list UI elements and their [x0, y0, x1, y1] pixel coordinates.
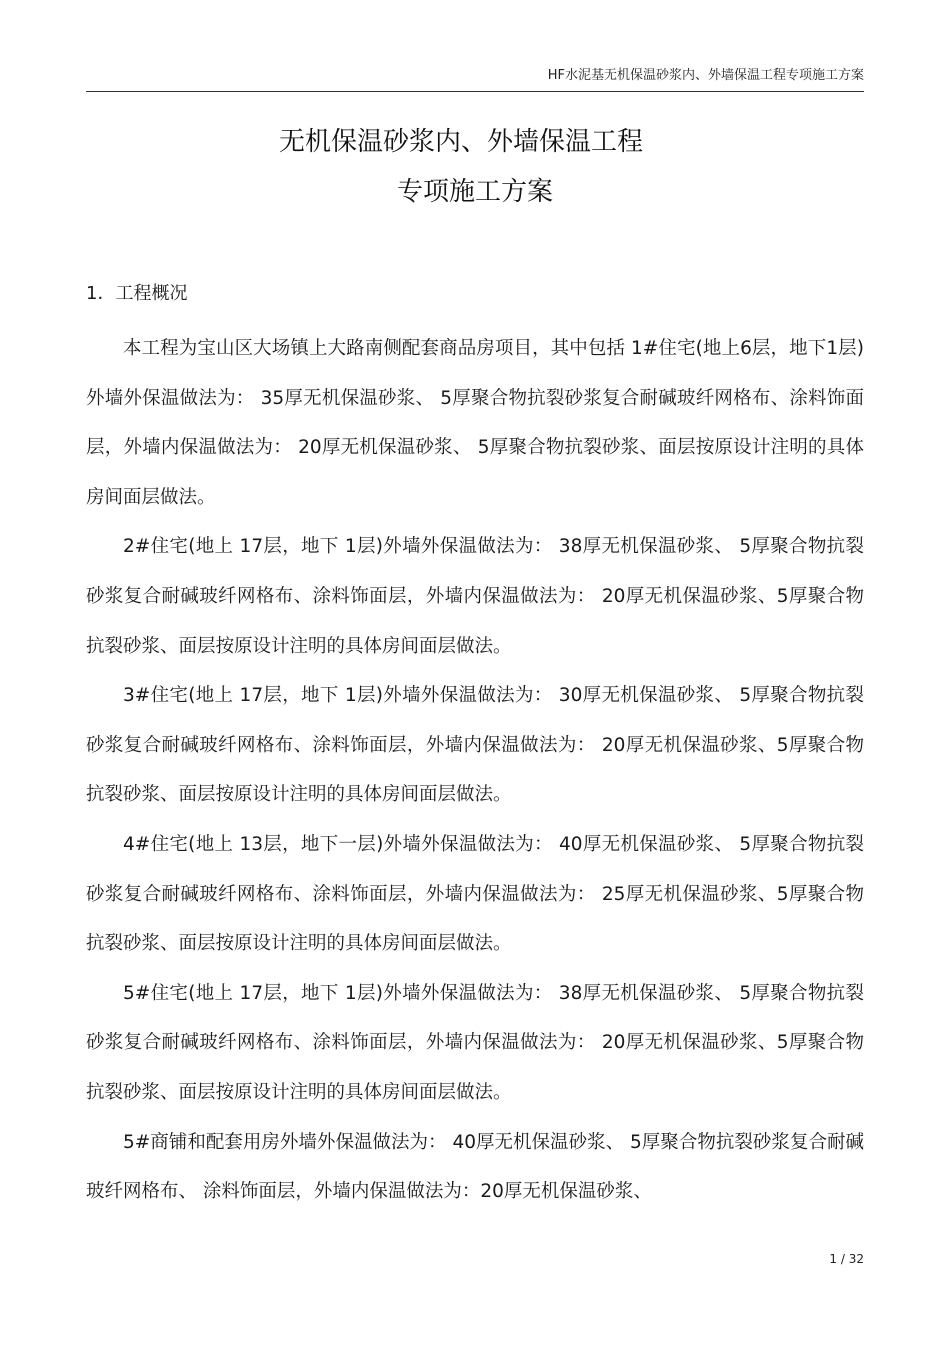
page-number: 1 / 32 — [829, 1252, 864, 1266]
paragraph: 2#住宅(地上 17层，地下 1层)外墙外保温做法为： 38厚无机保温砂浆、 5厚聚合物抗裂砂浆复合耐碱玻纤网格布、涂料饰面层，外墙内保温做法为： 20厚无机保温砂浆、5厚聚合物抗裂砂浆、面层按原设计注明的具体房间面层做法。 — [86, 536, 864, 657]
body-text — [86, 324, 864, 1217]
paragraph: 3#住宅(地上 17层，地下 1层)外墙外保温做法为： 30厚无机保温砂浆、 5厚聚合物抗裂砂浆复合耐碱玻纤网格布、涂料饰面层，外墙内保温做法为： 20厚无机保温砂浆、5厚聚合物抗裂砂浆、面层按原设计注明的具体房间面层做法。 — [86, 685, 864, 806]
header-divider — [86, 91, 864, 92]
running-header: HF水泥基无机保温砂浆内、外墙保温工程专项施工方案 — [547, 68, 864, 83]
document-subtitle: 专项施工方案 — [396, 177, 553, 207]
paragraph: 5#商铺和配套用房外墙外保温做法为： 40厚无机保温砂浆、 5厚聚合物抗裂砂浆复合耐碱玻纤网格布、 涂料饰面层，外墙内保温做法为：20厚无机保温砂浆、 — [86, 1131, 864, 1203]
paragraph: 4#住宅(地上 13层，地下一层)外墙外保温做法为： 40厚无机保温砂浆、 5厚聚合物抗裂砂浆复合耐碱玻纤网格布、涂料饰面层，外墙内保温做法为： 25厚无机保温砂浆、5厚聚合物抗裂砂浆、面层按原设计注明的具体房间面层做法。 — [86, 833, 864, 955]
document-title: 无机保温砂浆内、外墙保温工程 — [278, 127, 643, 157]
paragraph: 5#住宅(地上 17层，地下 1层)外墙外保温做法为： 38厚无机保温砂浆、 5厚聚合物抗裂砂浆复合耐碱玻纤网格布、涂料饰面层，外墙内保温做法为： 20厚无机保温砂浆、5厚聚合物抗裂砂浆、面层按原设计注明的具体房间面层做法。 — [86, 982, 864, 1103]
section-heading: 1．工程概况 — [86, 283, 188, 304]
paragraph: 本工程为宝山区大场镇上大路南侧配套商品房项目，其中包括 1#住宅(地上6层，地下1层)外墙外保温做法为： 35厚无机保温砂浆、 5厚聚合物抗裂砂浆复合耐碱玻纤网格布、涂料饰面层，外墙内保温做法为： 20厚无机保温砂浆、 5厚聚合物抗裂砂浆、面层按原设计注明的具体房间面层做法。 — [86, 338, 864, 508]
